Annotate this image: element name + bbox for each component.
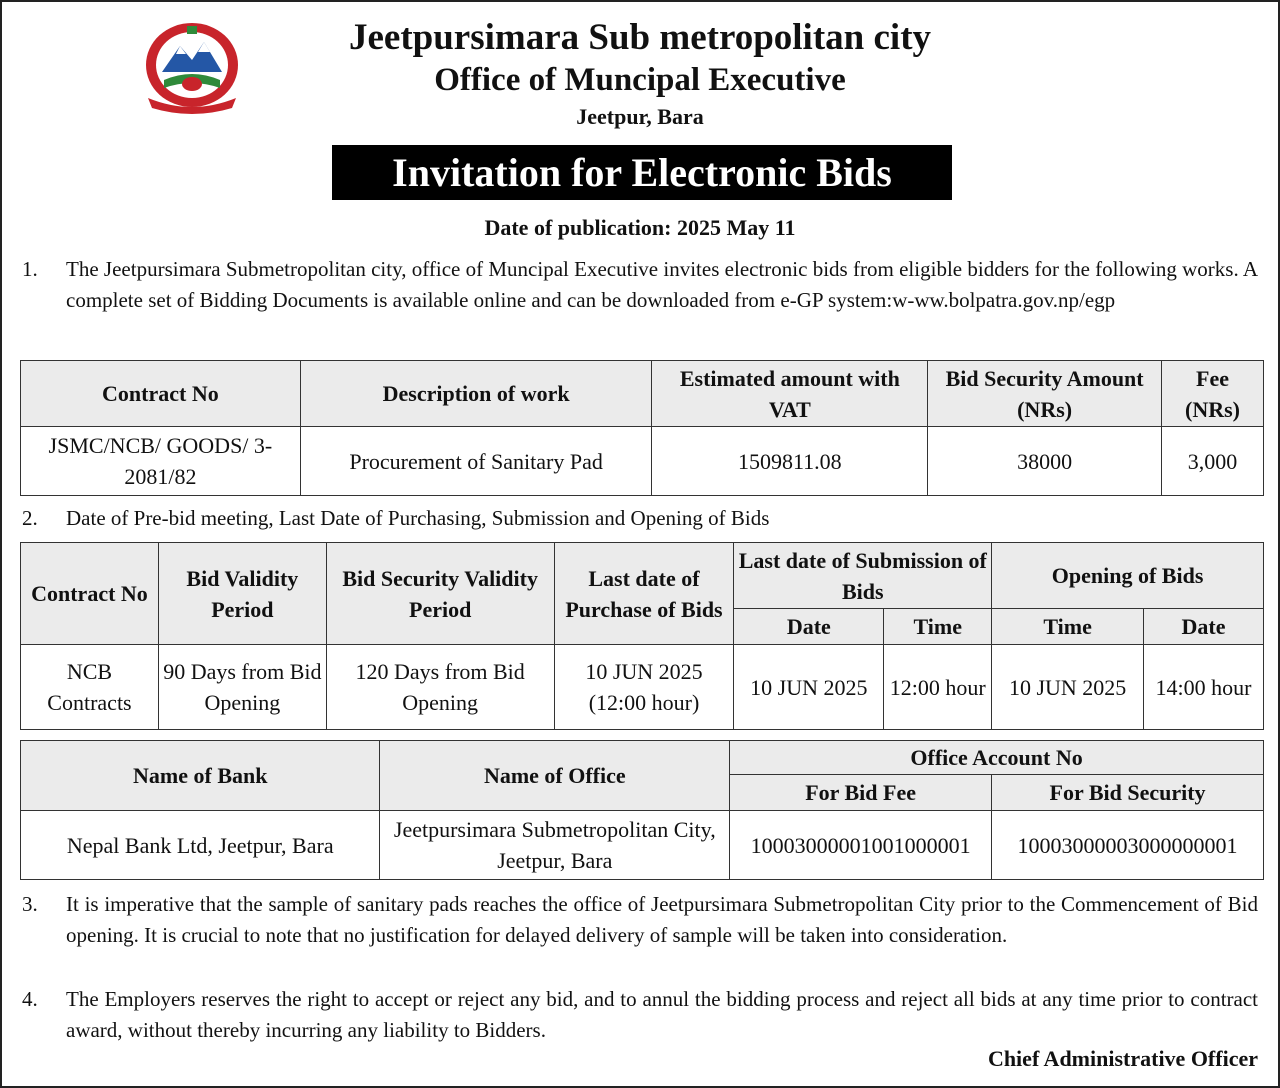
header-opening-date: Date [1144,609,1264,645]
header-submission-date: Date [734,609,884,645]
cell-bank-name: Nepal Bank Ltd, Jeetpur, Bara [21,811,380,880]
header-contract-no: Contract No [21,543,159,645]
cell-opening-time: 10 JUN 2025 [992,645,1144,730]
purchase-date: 10 JUN 2025 [585,659,703,684]
paragraph-text: It is imperative that the sample of sanitary pads reaches the office of Jeetpursimara Submetropolitan City prior to the Commencement of Bid opening. It is crucial to note that no justification for delayed delivery of sample will be taken into consideration. [66,892,1258,947]
header-bank-name: Name of Bank [21,741,380,811]
city-title: Jeetpursimara Sub metropolitan city [348,17,932,58]
header-description: Description of work [300,361,652,427]
paragraph-3 [22,889,1258,951]
cell-estimated-amount: 1509811.08 [652,427,928,496]
cell-purchase-date [554,645,734,730]
paragraph-4 [22,984,1258,1046]
purchase-hour: (12:00 hour) [588,690,700,715]
cell-office-name: Jeetpursimara Submetropolitan City, Jeetpur, Bara [380,811,730,880]
header-opening: Opening of Bids [992,543,1264,609]
paragraph-number: 3. [22,892,38,916]
bank-table [20,740,1264,880]
cell-bid-security: 38000 [928,427,1162,496]
header-fee: Fee (NRs) [1162,361,1264,427]
paragraph-2 [22,503,1258,534]
header-bid-fee: For Bid Fee [730,775,992,811]
header-submission-time: Time [884,609,992,645]
office-location: Jeetpur, Bara [576,104,704,129]
signatory: Chief Administrative Officer [987,1046,1258,1071]
header-submission: Last date of Submission of Bids [734,543,992,609]
cell-submission-date: 10 JUN 2025 [734,645,884,730]
cell-description: Procurement of Sanitary Pad [300,427,652,496]
paragraph-1 [22,254,1258,316]
cell-contract-no: JSMC/NCB/ GOODS/ 3-2081/82 [21,427,301,496]
cell-bid-validity: 90 Days from Bid Opening [158,645,326,730]
paragraph-number: 1. [22,257,38,281]
paragraph-text: The Employers reserves the right to accept or reject any bid, and to annul the bidding process and reject all bids at any time prior to contract award, without thereby incurring any liability to Bidders. [66,987,1258,1042]
cell-opening-date: 14:00 hour [1144,645,1264,730]
cell-fee: 3,000 [1162,427,1264,496]
header-bid-security: For Bid Security [992,775,1264,811]
header-office-name: Name of Office [380,741,730,811]
header-purchase-date: Last date of Purchase of Bids [554,543,734,645]
header-contract-no: Contract No [21,361,301,427]
publication-date: Date of publication: 2025 May 11 [484,215,796,240]
header-account-no: Office Account No [730,741,1264,775]
cell-fee-account: 10003000001001000001 [730,811,992,880]
paragraph-text: Date of Pre-bid meeting, Last Date of Purchasing, Submission and Opening of Bids [66,506,770,530]
header-security-validity: Bid Security Validity Period [326,543,554,645]
header-bid-validity: Bid Validity Period [158,543,326,645]
contract-table [20,360,1264,496]
cell-contract-no: NCB Contracts [21,645,159,730]
cell-security-validity: 120 Days from Bid Opening [326,645,554,730]
paragraph-number: 2. [22,506,38,530]
office-title: Office of Muncipal Executive [434,62,846,98]
cell-submission-time: 12:00 hour [884,645,992,730]
header-estimated-amount: Estimated amount with VAT [652,361,928,427]
paragraph-number: 4. [22,987,38,1011]
schedule-table [20,542,1264,730]
paragraph-text: The Jeetpursimara Submetropolitan city, office of Muncipal Executive invites electronic bids from eligible bidders for the following works. A complete set of Bidding Documents is available online and can be downloaded from e-GP system:w-ww.bolpatra.gov.np/egp [66,257,1258,312]
notice-title: Invitation for Electronic Bids [332,145,952,200]
cell-security-account: 10003000003000000001 [992,811,1264,880]
header-opening-time: Time [992,609,1144,645]
header-bid-security: Bid Security Amount (NRs) [928,361,1162,427]
